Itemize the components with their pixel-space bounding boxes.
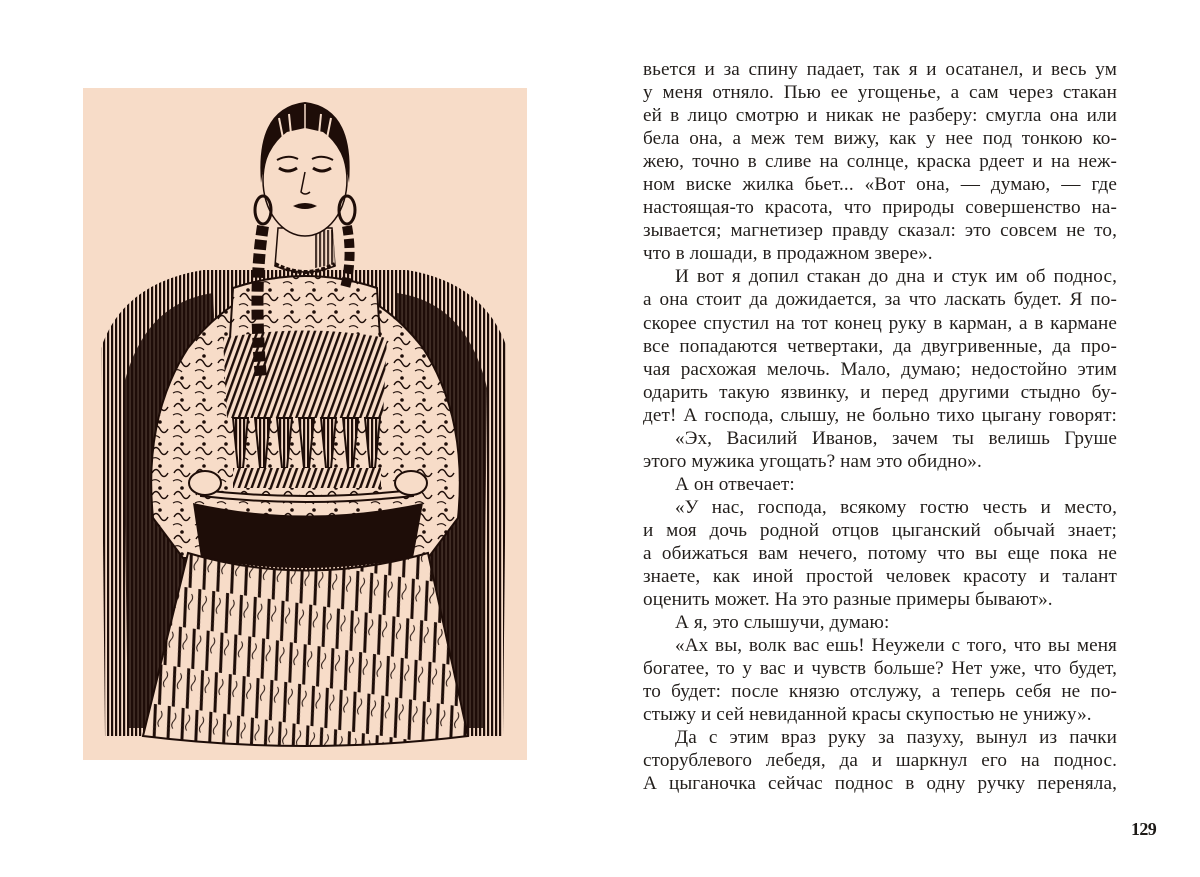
page-number: 129 bbox=[1131, 819, 1157, 839]
text-line: сторублевого лебедя, да и шаркнул его на поднос. bbox=[643, 750, 1117, 772]
paragraph-start: «У нас, господа, всякому гостю честь и место, bbox=[675, 496, 1117, 518]
paragraph-start: И вот я допил стакан до дна и стук им об поднос, bbox=[675, 266, 1117, 288]
text-line: дет! А господа, слышу, не больно тихо цыгану говорят: bbox=[643, 404, 1117, 426]
text-line: все попадаются четвертаки, да двугривенные, да про- bbox=[643, 335, 1117, 357]
text-line: знаете, как иной простой человек красоту и талант bbox=[643, 566, 1117, 588]
text-line: чая расхожая мелочь. Мало, думаю; недостойно этим bbox=[643, 358, 1117, 380]
text-line: а она стоит да дожидается, за что ласкать будет. Я по- bbox=[643, 289, 1117, 311]
text-line: то будет: после князю отслужу, а теперь себя не по- bbox=[643, 681, 1117, 703]
text-line: бела она, а меж тем вижу, как у нее под тонкою ко- bbox=[643, 128, 1117, 150]
text-line: богатее, то у вас и чувств больше? Нет уже, что будет, bbox=[643, 658, 1117, 680]
text-line: оценить может. На это разные примеры бывают». bbox=[643, 589, 1053, 611]
text-line: и моя дочь родной отцов цыганский обычай знает; bbox=[643, 519, 1117, 541]
text-line: что в лошади, в продажном звере». bbox=[643, 243, 933, 265]
text-line: у меня отняло. Пью ее угощенье, а сам через стакан bbox=[643, 82, 1117, 104]
paragraph-start: А он отвечает: bbox=[675, 473, 795, 495]
paragraph-start: Да с этим враз руку за пазуху, вынул из пачки bbox=[675, 727, 1117, 749]
text-line: а обижаться вам нечего, потому что вы еще пока не bbox=[643, 542, 1117, 564]
text-line: ном виске жилка бьет... «Вот она, — думаю, — где bbox=[643, 174, 1117, 196]
paragraph-start: А я, это слышучи, думаю: bbox=[675, 612, 890, 634]
text-line: жею, точно в сливе на солнце, краска рдеет и на неж- bbox=[643, 151, 1117, 173]
text-line: скорее спустил на тот конец руку в карман, а в кармане bbox=[643, 312, 1117, 334]
illustration-plate bbox=[83, 88, 527, 760]
text-line: А цыганочка сейчас поднос в одну ручку переняла, bbox=[643, 773, 1117, 795]
page-text bbox=[643, 58, 1117, 796]
text-line: зывается; магнетизер правду сказал: это совсем не то, bbox=[643, 220, 1117, 242]
text-line: этого мужика угощать? нам это обидно». bbox=[643, 450, 982, 472]
text-line: вьется и за спину падает, так я и осатанел, и весь ум bbox=[643, 59, 1117, 80]
text-line: ей в лицо смотрю и никак не разберу: смугла она или bbox=[643, 105, 1117, 127]
paragraph-start: «Эх, Василий Иванов, зачем ты велишь Груше bbox=[675, 427, 1117, 449]
text-line: настоящая-то красота, что природы совершенство на- bbox=[643, 197, 1117, 219]
text-line: стыжу и сей невиданной красы скупостью не унижу». bbox=[643, 704, 1092, 726]
text-line: одарить такую язвинку, и перед другими стыдно бу- bbox=[643, 381, 1117, 403]
woman-with-tray-illustration bbox=[83, 88, 527, 760]
paragraph-start: «Ах вы, волк вас ешь! Неужели с того, что вы меня bbox=[675, 635, 1117, 657]
